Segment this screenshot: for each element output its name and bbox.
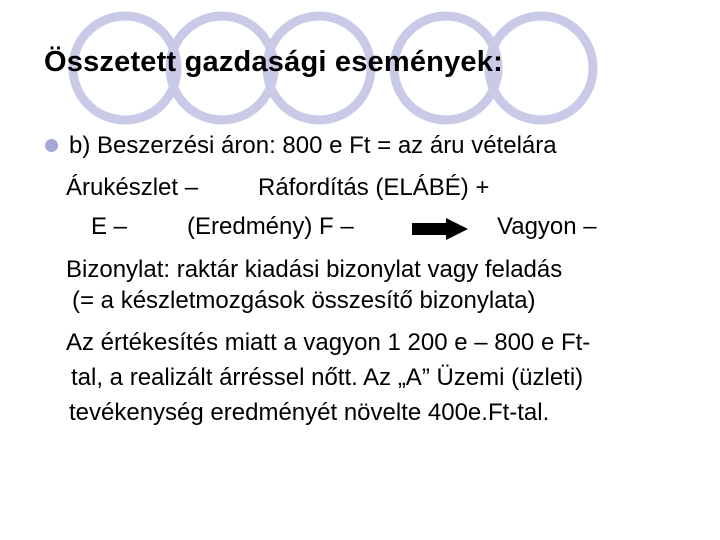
row1-part2: Ráfordítás (ELÁBÉ) + [258,174,490,201]
ring-5 [489,16,593,120]
text-line-1: Bizonylat: raktár kiadási bizonylat vagy feladás [66,256,563,283]
bullet-line: b) Beszerzési áron: 800 e Ft = az áru vételára [69,132,557,159]
text-line-5: tevékenység eredményét növelte 400e.Ft-tal. [69,399,550,426]
bullet-icon [45,139,58,152]
right-arrow-icon [412,218,468,240]
text-line-4: tal, a realizált árréssel nőtt. Az „A” Üzemi (üzleti) [71,364,584,391]
row1-part1: Árukészlet – [66,174,199,201]
row2-part2: (Eredmény) F – [187,213,354,240]
row2-part1: E – [91,213,128,240]
text-line-2: (= a készletmozgások összesítő bizonylata) [72,287,536,314]
slide-title: Összetett gazdasági események: [44,46,503,78]
text-line-3: Az értékesítés miatt a vagyon 1 200 e – 800 e Ft- [66,329,591,356]
row2-part3: Vagyon – [497,213,597,240]
